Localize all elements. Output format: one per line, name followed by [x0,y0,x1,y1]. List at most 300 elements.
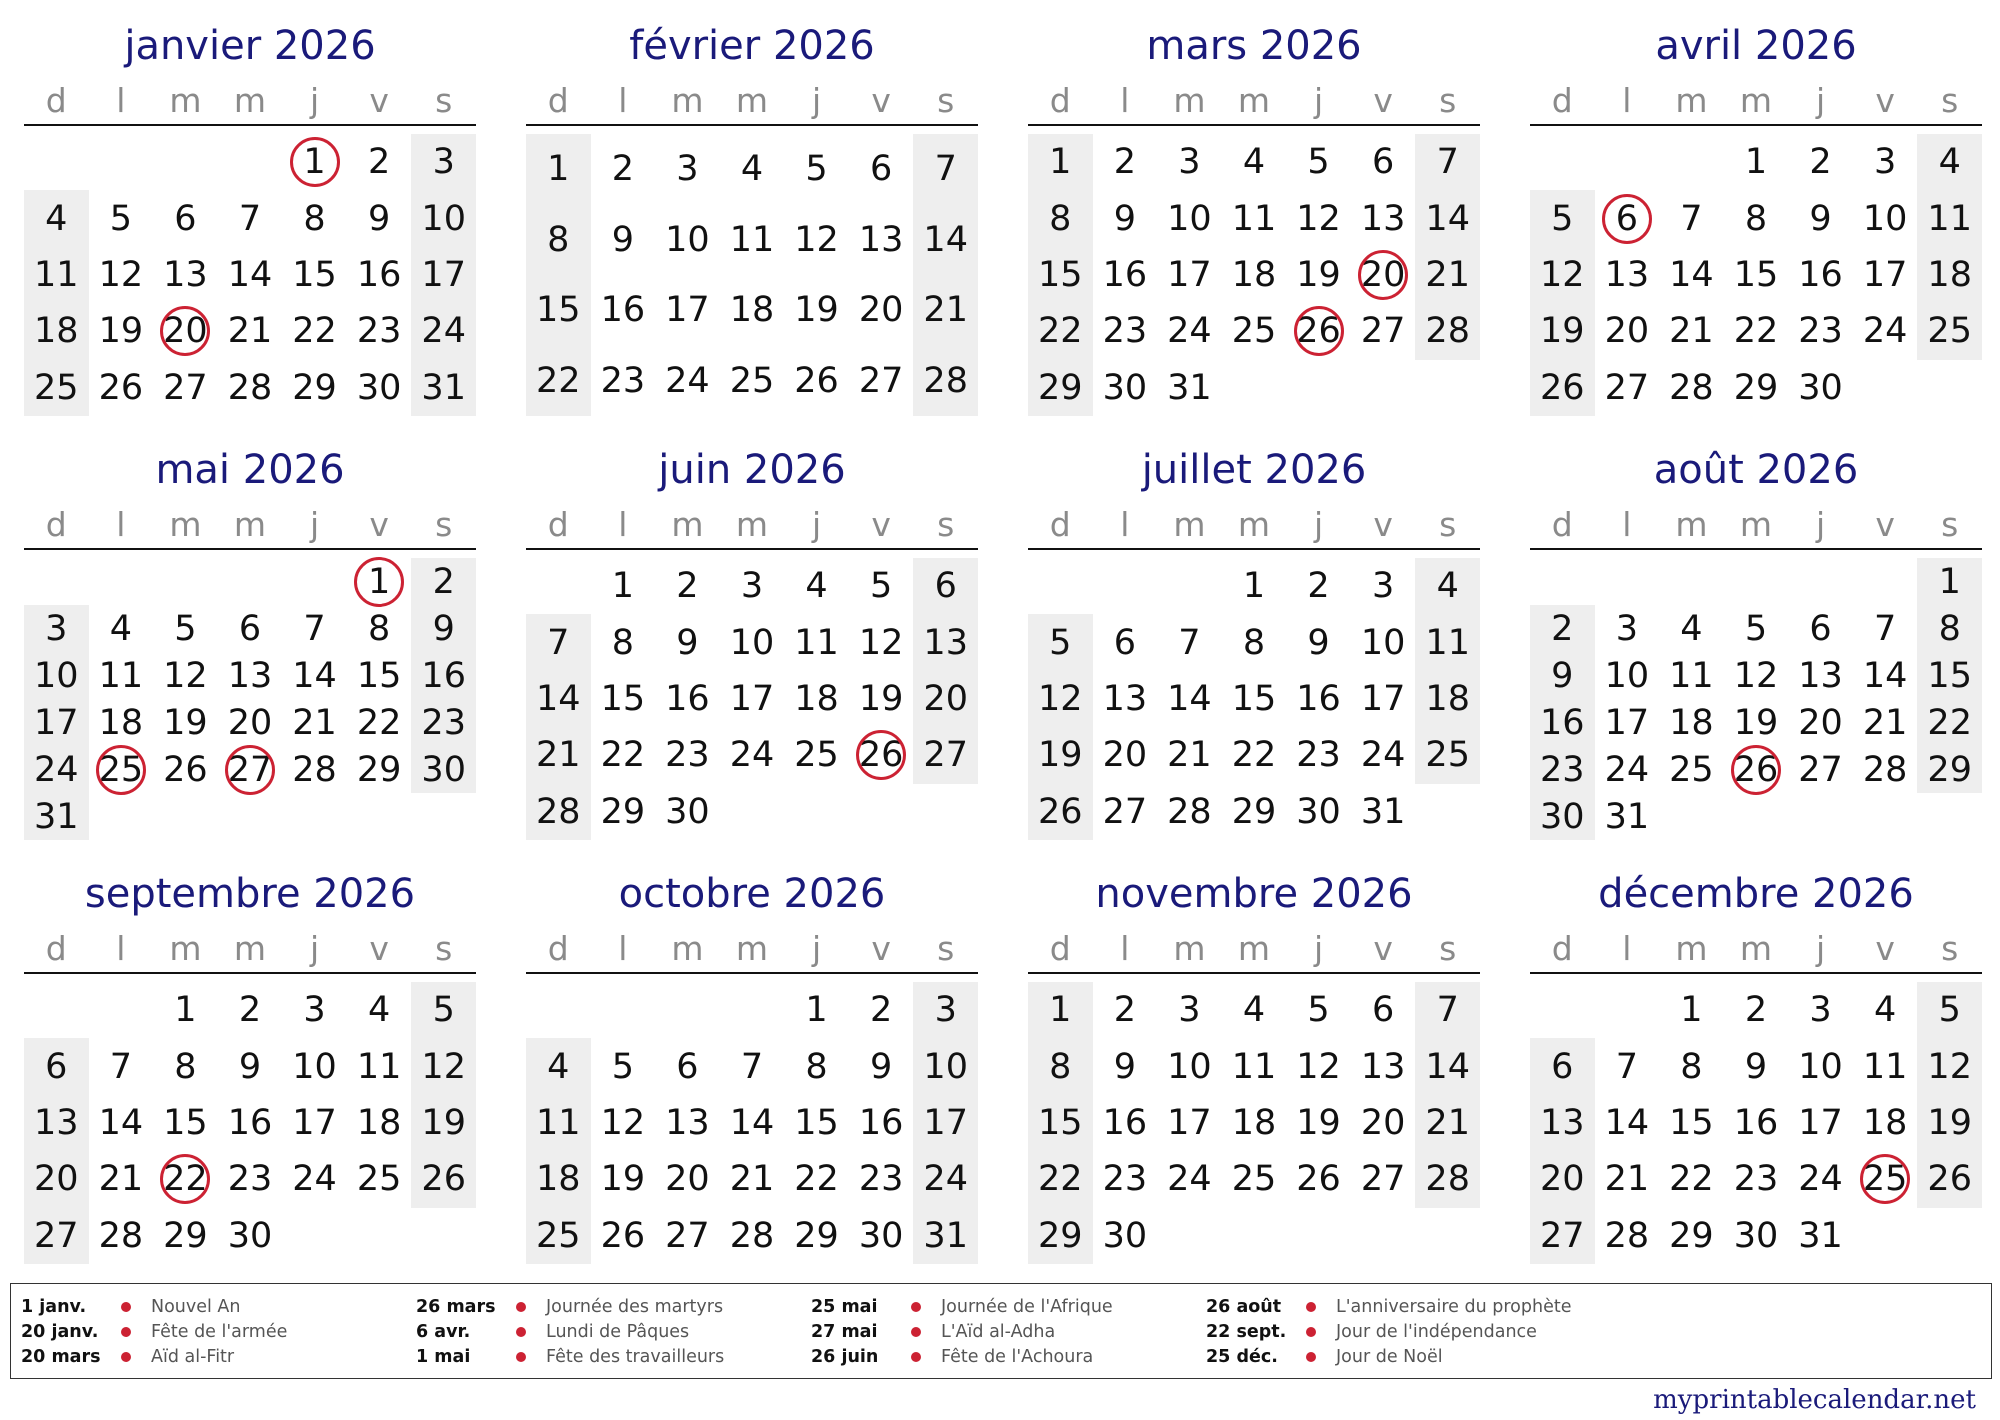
day-cell [1853,1038,1918,1094]
day-number: 10 [1360,622,1406,663]
legend-item [811,1294,1206,1319]
weeks [1530,134,1982,416]
day-number: 9 [1744,1046,1768,1087]
day-number: 21 [1425,255,1470,296]
day-number: 11 [1231,198,1277,239]
day-cell [784,134,849,205]
day-cell [1157,982,1222,1038]
day-cell [1917,1208,1982,1264]
legend-name: Fête des travailleurs [546,1346,725,1367]
day-number: 29 [1231,791,1277,832]
day-cell [913,614,978,670]
week-row [526,558,978,614]
day-number: 11 [1231,1046,1277,1087]
day-number: 19 [1038,735,1083,776]
day-number: 31 [1798,1215,1843,1256]
legend-column [416,1294,811,1378]
day-cell [24,1151,89,1207]
day-cell [720,275,785,346]
day-cell [1530,1095,1595,1151]
day-number: 3 [432,142,455,183]
day-cell [913,784,978,840]
day-cell [89,1208,154,1264]
day-number: 19 [1733,702,1779,743]
day-cell [1286,727,1351,783]
day-number: 20 [923,679,968,720]
week-row [1028,558,1480,614]
day-number: 25 [729,360,775,401]
day-number: 4 [1242,142,1266,183]
day-number: 24 [1167,1159,1212,1200]
day-cell [1659,360,1724,416]
day-number: 3 [676,149,699,190]
day-cell [1917,247,1982,303]
day-number: 22 [1669,1159,1714,1200]
day-number: 9 [1809,198,1832,239]
day-cell [591,1151,656,1207]
days-area [1028,974,1480,1264]
day-number: 14 [729,1103,775,1144]
legend-date: 26 juin [811,1346,879,1367]
day-cell [1917,1038,1982,1094]
day-cell [1351,303,1416,359]
day-cell [1286,1038,1351,1094]
day-cell [153,134,218,190]
day-cell [1788,605,1853,652]
legend-name: L'Aïd al-Adha [941,1321,1056,1342]
day-number: 25 [1669,749,1714,790]
day-cell [1093,1208,1158,1264]
day-cell [526,205,591,276]
day-number: 11 [1425,622,1470,663]
weekday-label: j [811,81,822,120]
day-number: 6 [1809,608,1832,649]
day-cell [411,605,476,652]
legend-dot-icon [911,1302,921,1312]
day-number: 16 [421,655,466,696]
day-cell [1659,1208,1724,1264]
day-number: 16 [1102,1103,1148,1144]
day-cell [1222,1095,1287,1151]
weekday-label: s [937,929,955,968]
day-number: 12 [1296,1046,1341,1087]
legend-name: Fête de l'Achoura [941,1346,1094,1367]
day-number: 5 [1551,198,1574,239]
day-cell [1028,671,1093,727]
day-number: 31 [923,1215,968,1256]
day-number: 28 [227,367,273,408]
day-cell [1415,247,1480,303]
day-cell [1415,190,1480,246]
weeks [24,134,476,416]
weekday-label: m [735,929,769,968]
day-number: 20 [1102,735,1148,776]
day-cell [1222,784,1287,840]
day-cell [411,982,476,1038]
day-number: 3 [934,990,957,1031]
day-cell [1917,360,1982,416]
weekday-label: v [1875,929,1895,968]
legend-dot-icon [516,1327,526,1337]
weekday-header-row [1530,926,1982,974]
day-cell [784,1208,849,1264]
day-number: 9 [238,1046,262,1087]
day-number: 4 [1242,990,1266,1031]
day-cell [591,1208,656,1264]
day-number: 4 [1436,566,1459,607]
day-cell [1853,746,1918,793]
day-cell [849,1151,914,1207]
day-cell [720,558,785,614]
day-cell [1157,247,1222,303]
day-number: 13 [923,622,968,663]
day-number: 23 [421,702,466,743]
day-number: 1 [1938,561,1961,602]
weeks [1530,982,1982,1264]
day-number: 23 [1798,311,1843,352]
day-cell [655,1151,720,1207]
day-cell [591,982,656,1038]
week-row [24,699,476,746]
legend-dot-icon [516,1352,526,1362]
day-cell [1530,793,1595,840]
legend-date: 20 janv. [21,1321,99,1342]
week-row [526,614,978,670]
day-cell [1724,360,1789,416]
legend-dot-icon [1306,1302,1316,1312]
day-number: 15 [1231,679,1277,720]
day-number: 29 [1038,1215,1083,1256]
day-number: 16 [665,679,710,720]
day-number: 15 [163,1103,208,1144]
weekday-header-row [1530,502,1982,550]
day-cell [282,360,347,416]
day-cell [1853,605,1918,652]
day-cell [1917,699,1982,746]
weekday-label: s [435,505,453,544]
day-cell [1157,1151,1222,1207]
day-number: 13 [34,1103,79,1144]
day-cell [89,303,154,359]
day-cell [591,1095,656,1151]
week-row [24,558,476,605]
day-cell [1530,247,1595,303]
day-cell [1093,303,1158,359]
day-number: 17 [1798,1103,1843,1144]
day-number: 2 [1551,608,1574,649]
day-cell [1028,190,1093,246]
week-row [24,1151,476,1207]
legend-date: 25 déc. [1206,1346,1278,1367]
day-number: 15 [292,255,337,296]
day-cell [1530,605,1595,652]
day-cell [1157,614,1222,670]
day-cell [784,558,849,614]
day-cell [1286,1095,1351,1151]
day-cell [1351,1151,1416,1207]
legend-item [21,1319,416,1344]
day-cell [1286,558,1351,614]
weekday-label: s [1439,81,1457,120]
day-cell [1853,247,1918,303]
day-cell [1595,699,1660,746]
footer-site-link[interactable]: myprintablecalendar.net [1653,1385,1976,1415]
day-cell [347,1208,412,1264]
day-cell [1788,699,1853,746]
day-number: 15 [1733,255,1779,296]
calendar-grid [24,18,1976,1258]
week-row [1028,1038,1480,1094]
day-cell [347,652,412,699]
day-cell [784,784,849,840]
week-row [1028,614,1480,670]
day-cell [24,652,89,699]
day-cell [89,982,154,1038]
day-number: 29 [356,749,402,790]
day-cell [1659,303,1724,359]
day-number: 31 [421,367,466,408]
day-number: 23 [1733,1159,1779,1200]
day-number: 19 [600,1159,646,1200]
week-row [526,1208,978,1264]
weekday-label: m [233,81,267,120]
weekday-label: l [618,81,628,120]
day-cell [591,134,656,205]
day-number: 6 [1113,622,1136,663]
week-row [1530,134,1982,190]
day-number: 17 [923,1103,968,1144]
day-number: 5 [109,198,132,239]
day-number: 10 [34,655,79,696]
day-number: 23 [858,1159,904,1200]
day-cell [24,360,89,416]
day-number: 17 [1862,255,1908,296]
day-cell [720,1095,785,1151]
weekday-label: v [871,505,891,544]
day-cell [1659,982,1724,1038]
day-number: 16 [600,290,646,331]
day-cell [1853,699,1918,746]
day-number: 8 [303,198,326,239]
weekday-label: j [309,505,320,544]
month-panel [526,866,978,1266]
day-number: 28 [536,791,581,832]
day-cell [591,1038,656,1094]
day-number: 29 [1669,1215,1714,1256]
day-number: 15 [1038,1103,1083,1144]
day-cell [89,652,154,699]
day-cell [591,614,656,670]
holiday-day-cell [1853,1151,1918,1207]
day-number: 22 [1927,702,1972,743]
day-number: 30 [1798,367,1843,408]
day-cell [218,1208,283,1264]
day-number: 26 [163,749,208,790]
day-cell [1351,134,1416,190]
week-row [1028,190,1480,246]
weekday-label: d [1551,81,1573,120]
weekday-label: d [1049,505,1071,544]
legend-date: 26 août [1206,1296,1282,1317]
day-cell [218,1038,283,1094]
day-cell [591,784,656,840]
day-number: 28 [729,1215,775,1256]
day-number: 11 [794,622,839,663]
day-number: 28 [292,749,337,790]
day-cell [526,671,591,727]
day-number: 25 [1927,311,1972,352]
day-number: 5 [174,608,197,649]
weekday-label: l [1622,81,1632,120]
day-number: 25 [536,1215,581,1256]
week-row [24,303,476,359]
day-number: 24 [34,749,79,790]
day-number: 14 [536,679,581,720]
day-cell [1028,784,1093,840]
day-cell [1595,558,1660,605]
day-cell [720,134,785,205]
holiday-day-cell [89,746,154,793]
day-number: 19 [1296,1103,1341,1144]
day-number: 11 [536,1103,581,1144]
day-number: 24 [1862,311,1908,352]
day-number: 12 [858,622,904,663]
day-number: 6 [1371,142,1395,183]
day-number: 3 [740,566,764,607]
day-cell [153,699,218,746]
day-number: 2 [1113,990,1136,1031]
day-cell [1415,360,1480,416]
day-cell [347,605,412,652]
day-number: 5 [805,149,828,190]
day-number: 10 [1604,655,1650,696]
day-cell [411,360,476,416]
day-number: 18 [1862,1103,1908,1144]
day-cell [1659,558,1724,605]
day-number: 13 [227,655,273,696]
day-number: 7 [109,1046,132,1087]
day-number: 28 [1862,749,1908,790]
week-row [1530,652,1982,699]
day-number: 12 [1927,1046,1972,1087]
days-area [24,126,476,416]
day-cell [913,982,978,1038]
day-number: 5 [869,566,893,607]
day-number: 4 [1680,608,1703,649]
day-number: 15 [356,655,402,696]
weekday-label: m [735,505,769,544]
month-title: octobre 2026 [618,871,886,917]
day-cell [1724,1095,1789,1151]
week-row [24,190,476,246]
day-number: 15 [1927,655,1972,696]
day-number: 17 [665,290,710,331]
day-cell [1724,134,1789,190]
day-number: 11 [98,655,144,696]
weekday-label: s [1439,929,1457,968]
day-cell [1222,1151,1287,1207]
day-cell [1853,1095,1918,1151]
day-number: 1 [174,990,197,1031]
holiday-day-cell [282,134,347,190]
month-panel [1530,442,1982,842]
day-cell [655,558,720,614]
day-cell [1222,671,1287,727]
day-cell [1788,247,1853,303]
day-number: 11 [1862,1046,1908,1087]
legend-item [1206,1344,1601,1369]
day-number: 20 [34,1159,79,1200]
day-cell [347,190,412,246]
day-number: 20 [858,290,904,331]
day-number: 2 [432,561,455,602]
holiday-legend [10,1283,1992,1379]
weekday-label: m [1173,505,1206,544]
legend-date: 20 mars [21,1346,101,1367]
day-cell [1917,652,1982,699]
legend-name: L'anniversaire du prophète [1336,1296,1572,1317]
day-number: 17 [1360,679,1406,720]
day-cell [1286,190,1351,246]
holiday-day-cell [1351,247,1416,303]
weekday-label: d [45,929,67,968]
day-cell [1157,360,1222,416]
day-number: 8 [547,219,570,260]
day-number: 24 [1604,749,1650,790]
day-number: 27 [1798,749,1843,790]
weekday-label: m [1173,929,1206,968]
day-cell [1351,671,1416,727]
day-cell [784,614,849,670]
weekday-label: v [369,505,389,544]
day-cell [1724,1038,1789,1094]
weeks [1530,558,1982,840]
day-cell [1530,190,1595,246]
day-number: 14 [1425,1046,1470,1087]
weeks [526,134,978,416]
day-number: 16 [1296,679,1341,720]
days-area [526,974,978,1264]
day-number: 27 [163,367,208,408]
day-cell [347,360,412,416]
day-number: 12 [794,219,839,260]
day-cell [1788,1038,1853,1094]
day-cell [1788,190,1853,246]
day-cell [1724,1151,1789,1207]
legend-item [416,1294,811,1319]
day-number: 7 [740,1046,764,1087]
day-cell [526,275,591,346]
day-cell [1530,652,1595,699]
legend-item [811,1319,1206,1344]
day-cell [849,275,914,346]
day-cell [1286,614,1351,670]
weekday-label: v [871,81,891,120]
day-number: 14 [1425,198,1470,239]
holiday-day-cell [1286,303,1351,359]
day-cell [1222,727,1287,783]
day-cell [1093,982,1158,1038]
day-number: 21 [1604,1159,1650,1200]
day-number: 19 [421,1103,466,1144]
day-number: 10 [421,198,466,239]
day-cell [1595,360,1660,416]
day-cell [591,275,656,346]
day-number: 29 [292,367,337,408]
day-cell [153,558,218,605]
weekday-label: v [1373,929,1393,968]
day-number: 12 [1733,655,1779,696]
